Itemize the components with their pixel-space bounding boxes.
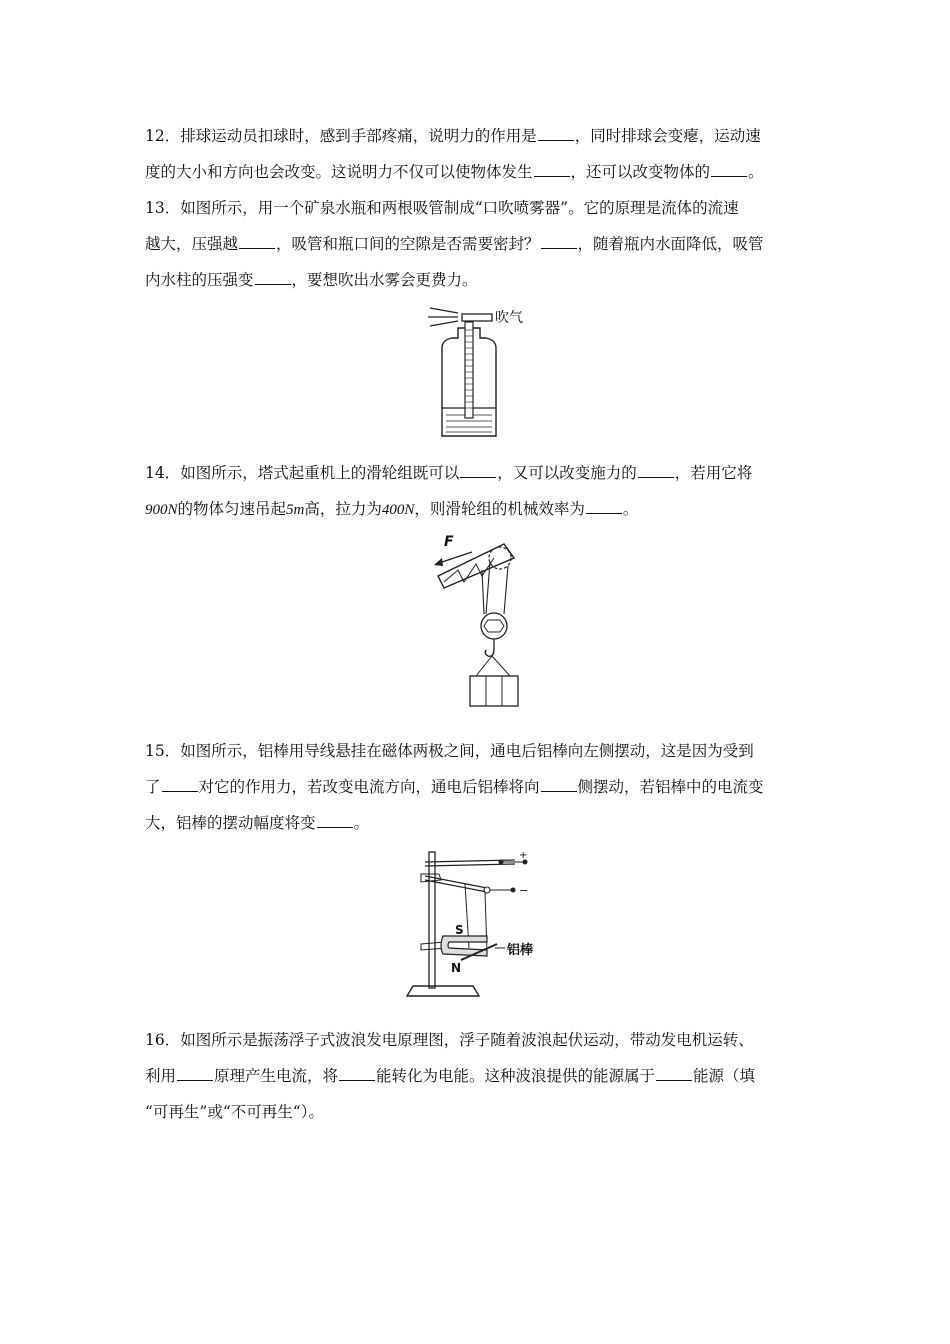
answer-blank[interactable]	[656, 1068, 692, 1081]
q15-text: 大，铝棒的摆动幅度将变	[145, 814, 316, 832]
q12-text: 12．排球运动员扣球时，感到手部疼痛，说明力的作用是	[145, 127, 537, 145]
q16-line-2	[145, 1058, 807, 1094]
answer-blank[interactable]	[177, 1068, 213, 1081]
q16-line-1	[145, 1022, 807, 1058]
q13-line-2	[145, 226, 807, 262]
q16-text: “可再生”或“不可再生“）。	[145, 1103, 324, 1121]
q14-text: ，若用它将	[674, 464, 753, 482]
q13-line-1	[145, 190, 807, 226]
q16-text: 16．如图所示是振荡浮子式波浪发电原理图，浮子随着波浪起伏运动，带动发电机运转、	[145, 1031, 754, 1049]
q16-line-3	[145, 1094, 807, 1130]
q15-text: 15．如图所示，铝棒用导线悬挂在磁体两极之间，通电后铝棒向左侧摆动，这是因为受到	[145, 742, 754, 760]
fig-force-label: F	[444, 534, 454, 550]
fig-n-pole: N	[451, 961, 462, 975]
q13-text: ，随着瓶内水面降低，吸管	[577, 235, 764, 253]
magnet-figure	[405, 848, 555, 1000]
q16-text: 能源（填	[693, 1067, 756, 1085]
fig-plus-label: +	[519, 850, 528, 861]
answer-blank[interactable]	[239, 236, 275, 249]
q15-line-1	[145, 733, 807, 769]
q14-text: ，又可以改变施力的	[497, 464, 637, 482]
question-16	[145, 1022, 807, 1130]
q13-text: ，吸管和瓶口间的空隙是否需要密封？	[276, 235, 540, 253]
fig-blow-label: 吹气	[495, 310, 523, 326]
q14-text: 。	[622, 500, 639, 518]
mass-value: 900N	[145, 502, 178, 518]
question-14	[145, 455, 807, 527]
force-value: 400N	[381, 502, 415, 518]
q12-text: ，还可以改变物体的	[570, 163, 711, 181]
answer-blank[interactable]	[541, 779, 577, 792]
q14-text: ，则滑轮组的机械效率为	[414, 500, 585, 518]
answer-blank[interactable]	[711, 164, 747, 177]
answer-blank[interactable]	[534, 164, 570, 177]
q12-line-2	[145, 154, 807, 190]
q13-line-3	[145, 262, 807, 298]
q13-text: 越大，压强越	[145, 235, 239, 253]
answer-blank[interactable]	[586, 501, 622, 514]
q14-text: 14．如图所示，塔式起重机上的滑轮组既可以	[145, 464, 460, 482]
q15-text: 侧摆动，若铝棒中的电流变	[577, 778, 764, 796]
answer-blank[interactable]	[460, 465, 496, 478]
answer-blank[interactable]	[162, 779, 198, 792]
question-15	[145, 733, 807, 841]
answer-blank[interactable]	[255, 272, 291, 285]
answer-blank[interactable]	[538, 128, 574, 141]
question-13	[145, 190, 807, 298]
q14-text: 高，拉力为	[304, 500, 382, 518]
height-value: 5m	[286, 502, 305, 518]
fig-minus-label: −	[519, 884, 529, 897]
answer-blank[interactable]	[541, 236, 577, 249]
q13-text: 13．如图所示，用一个矿泉水瓶和两根吸管制成“口吹喷雾器”。它的原理是流体的流速	[145, 199, 739, 217]
q16-text: 利用	[145, 1067, 177, 1085]
q15-line-2	[145, 769, 807, 805]
q13-text: 内水柱的压强变	[145, 271, 254, 289]
q12-text: 度的大小和方向也会改变。这说明力不仅可以使物体发生	[145, 163, 533, 181]
q14-text: 的物体匀速吊起	[177, 500, 287, 518]
fig-s-pole: S	[455, 923, 464, 937]
crane-figure	[430, 530, 530, 710]
q15-text: 了	[145, 778, 161, 796]
q14-line-1	[145, 455, 807, 491]
answer-blank[interactable]	[339, 1068, 375, 1081]
question-12	[145, 118, 807, 190]
sprayer-figure	[420, 300, 540, 440]
q15-text: 。	[353, 814, 370, 832]
q16-text: 原理产生电流，将	[214, 1067, 339, 1085]
q15-line-3	[145, 805, 807, 841]
fig-rod-label: 铝棒	[507, 943, 534, 958]
q12-text: 。	[748, 163, 764, 181]
q12-line-1	[145, 118, 807, 154]
answer-blank[interactable]	[317, 815, 353, 828]
q15-text: 对它的作用力，若改变电流方向，通电后铝棒将向	[198, 778, 540, 796]
q12-text: ，同时排球会变瘪，运动速	[574, 127, 761, 145]
q16-text: 能转化为电能。这种波浪提供的能源属于	[376, 1067, 656, 1085]
q13-text: ，要想吹出水雾会更费力。	[291, 271, 478, 289]
answer-blank[interactable]	[638, 465, 674, 478]
q14-line-2	[145, 491, 807, 527]
